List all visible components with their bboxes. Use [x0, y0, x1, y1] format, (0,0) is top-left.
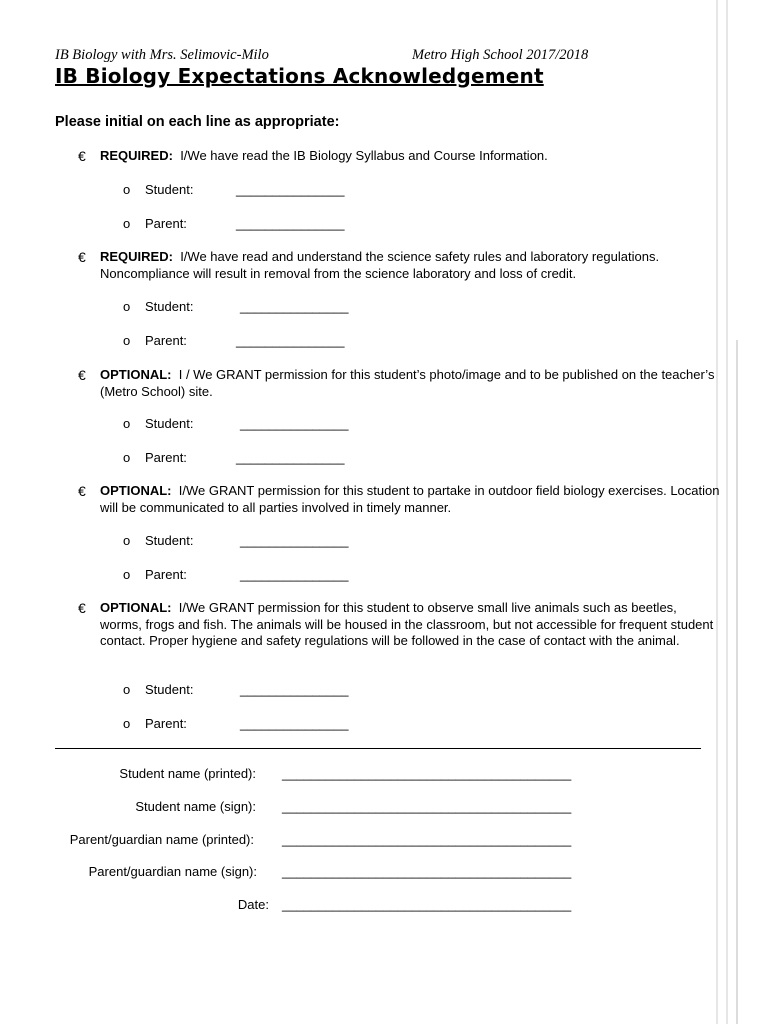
page-edge-line [726, 0, 728, 1024]
sub-bullet-icon: o [123, 716, 131, 731]
parent-label: Parent: [145, 216, 187, 231]
student-label: Student: [145, 416, 194, 431]
student-label: Student: [145, 533, 194, 548]
bullet-icon: € [78, 148, 86, 164]
parent-initial-line[interactable]: _______________ [240, 567, 349, 582]
student-label: Student: [145, 299, 194, 314]
sub-bullet-icon: o [123, 182, 131, 197]
student-initial-line[interactable]: _______________ [240, 682, 349, 697]
guardian-name-printed-line[interactable]: ________________________________________ [282, 832, 572, 847]
parent-initial-line[interactable]: _______________ [240, 716, 349, 731]
student-name-printed-line[interactable]: ________________________________________ [282, 766, 572, 781]
item-label: OPTIONAL: [100, 600, 172, 615]
parent-label: Parent: [145, 567, 187, 582]
page-edge-line [736, 340, 738, 1024]
parent-initial-line[interactable]: _______________ [236, 216, 345, 231]
date-label: Date: [237, 897, 269, 912]
guardian-name-sign-label: Parent/guardian name (sign): [88, 864, 257, 879]
guardian-name-printed-label: Parent/guardian name (printed): [69, 832, 254, 847]
sub-bullet-icon: o [123, 416, 131, 431]
item-description: I/We GRANT permission for this student to partake in outdoor field biology exercises. Location will be communicated to all parties involved in timely manner. [100, 483, 720, 515]
student-initial-line[interactable]: _______________ [240, 299, 349, 314]
student-name-printed-label: Student name (printed): [119, 766, 256, 781]
student-name-sign-line[interactable]: ________________________________________ [282, 799, 572, 814]
item-description: I/We have read the IB Biology Syllabus and Course Information. [180, 148, 548, 163]
item-label: OPTIONAL: [100, 367, 172, 382]
sub-bullet-icon: o [123, 299, 131, 314]
parent-label: Parent: [145, 450, 187, 465]
student-initial-line[interactable]: _______________ [240, 416, 349, 431]
bullet-icon: € [78, 600, 86, 616]
item-1-text [100, 148, 720, 165]
instructions: Please initial on each line as appropriate: [55, 114, 340, 130]
header-left: IB Biology with Mrs. Selimovic-Milo [55, 47, 269, 63]
sub-bullet-icon: o [123, 682, 131, 697]
sub-bullet-icon: o [123, 533, 131, 548]
item-description: I / We GRANT permission for this student’s photo/image and to be published on the teacher’s (Metro School) site. [100, 367, 715, 399]
page-title: IB Biology Expectations Acknowledgement [55, 64, 544, 88]
bullet-icon: € [78, 367, 86, 383]
header-right: Metro High School 2017/2018 [412, 47, 589, 63]
parent-initial-line[interactable]: _______________ [236, 450, 345, 465]
section-divider [55, 748, 701, 749]
item-description: I/We GRANT permission for this student to observe small live animals such as beetles, worms, frogs and fish. The animals will be housed in the classroom, but not accessible for frequent student contact. Proper hygiene and safety regulations will be followed in the case of contact with the animal. [100, 600, 714, 648]
item-5-text [100, 600, 720, 650]
item-4-text [100, 483, 720, 516]
item-label: REQUIRED: [100, 249, 173, 264]
sub-bullet-icon: o [123, 333, 131, 348]
parent-label: Parent: [145, 333, 187, 348]
sub-bullet-icon: o [123, 216, 131, 231]
sub-bullet-icon: o [123, 567, 131, 582]
bullet-icon: € [78, 249, 86, 265]
parent-initial-line[interactable]: _______________ [236, 333, 345, 348]
student-label: Student: [145, 682, 194, 697]
student-label: Student: [145, 182, 194, 197]
guardian-name-sign-line[interactable]: ________________________________________ [282, 864, 572, 879]
parent-label: Parent: [145, 716, 187, 731]
student-name-sign-label: Student name (sign): [135, 799, 256, 814]
student-initial-line[interactable]: _______________ [240, 533, 349, 548]
item-label: REQUIRED: [100, 148, 173, 163]
bullet-icon: € [78, 483, 86, 499]
date-line[interactable]: ________________________________________ [282, 897, 572, 912]
item-3-text [100, 367, 720, 400]
sub-bullet-icon: o [123, 450, 131, 465]
student-initial-line[interactable]: _______________ [236, 182, 345, 197]
item-label: OPTIONAL: [100, 483, 172, 498]
item-description: I/We have read and understand the science safety rules and laboratory regulations. Noncompliance will result in removal from the science laboratory and loss of credit. [100, 249, 660, 281]
item-2-text [100, 249, 720, 282]
